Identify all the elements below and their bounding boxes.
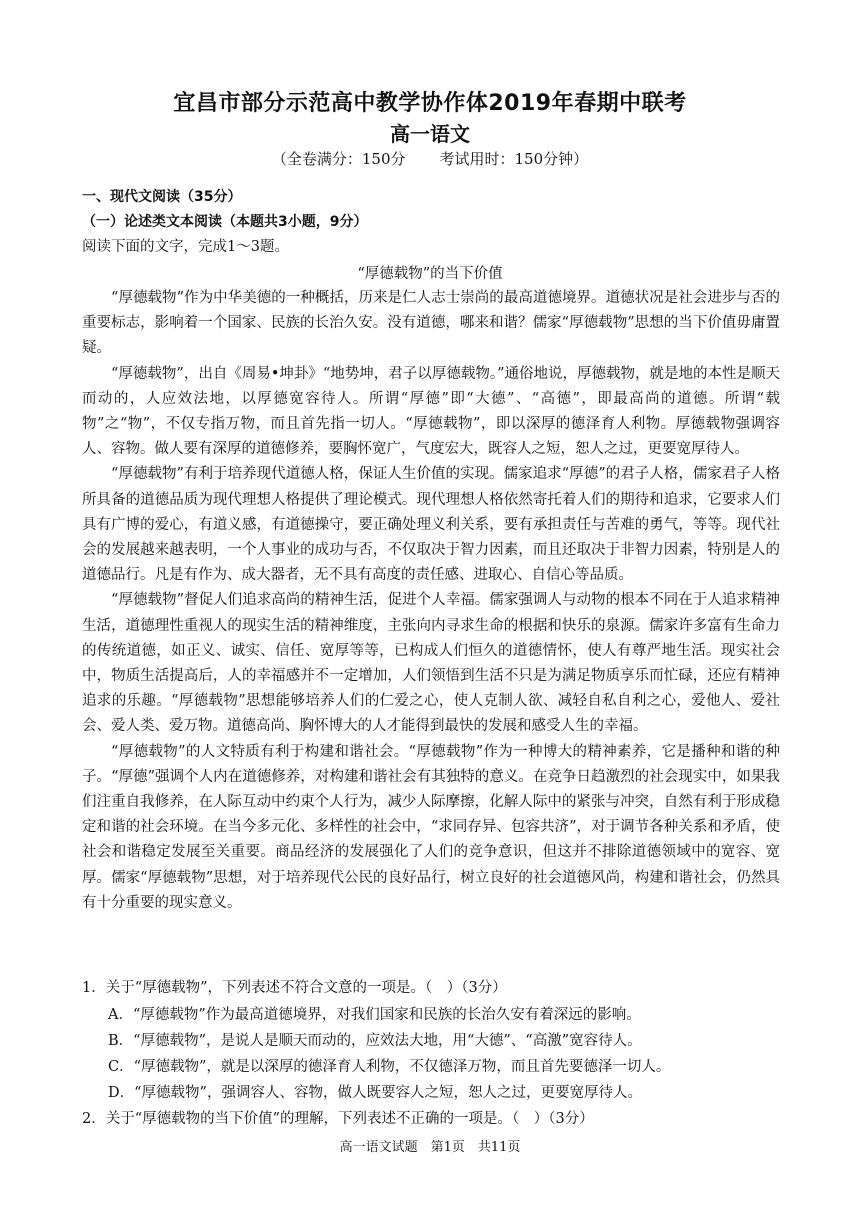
question-2-stem: 2．关于“厚德载物的当下价值”的理解，下列表述不正确的一项是。（ ）（3分） <box>82 1111 594 1127</box>
article-title: “厚德载物”的当下价值 <box>357 266 503 282</box>
question-1-option-c: C．“厚德载物”，就是以深厚的德泽育人利物，不仅德泽万物，而且首先要德泽一切人。 <box>108 1059 671 1075</box>
question-1-option-b: B．“厚德载物”，是说人是顺天而动的，应效法大地，用“大德”、“高激”宽容待人。 <box>108 1033 642 1049</box>
question-1-option-d: D．“厚德载物”，强调容人、容物，做人既要容人之短，恕人之过，更要宽厚待人。 <box>108 1085 642 1101</box>
page-footer: 高一语文试题 第1页 共11页 <box>339 1140 521 1155</box>
article-paragraph: “厚德载物”的人文特质有利于构建和谐社会。“厚德载物”作为一种博大的精神素养，它是播种和谐的种子。“厚德”强调个人内在道德修养，对构建和谐社会有其独特的意义。在竞争日趋激烈的社会现实中，如果我们注重自我修养，在人际互动中约束个人行为，减少人际摩擦，化解人际中的紧张与冲突，自然有利于形成稳定和谐的社会环境。在当今多元化、多样性的社会中，“求同存异、包容共济”，对于调节各种关系和矛盾，使社会和谐稳定发展至关重要。商品经济的发展强化了人们的竞争意识，但这并不排除道德领域中的宽容、宽厚。儒家“厚德载物”思想，对于培养现代公民的良好品行，树立良好的社会道德风尚，构建和谐社会，仍然具有十分重要的现实意义。 <box>82 743 780 911</box>
question-1-stem: 1．关于“厚德载物”，下列表述不符合文意的一项是。（ ）（3分） <box>82 980 507 996</box>
exam-title: 宜昌市部分示范高中教学协作体2019年春期中联考 <box>173 91 687 116</box>
subject-title: 高一语文 <box>390 122 470 146</box>
article-paragraph: “厚德载物”有利于培养现代道德人格，保证人生价值的实现。儒家追求“厚德”的君子人格，儒家君子人格所具备的道德品质为现代理想人格提供了理论模式。现代理想人格依然寄托着人们的期待和追求，它要求人们具有广博的爱心，有道义感，有道德操守，要正确处理义利关系，要有承担责任与苦难的勇气，等等。现代社会的发展越来越表明，一个人事业的成功与否，不仅取决于智力因素，而且还取决于非智力因素，特别是人的道德品行。凡是有作为、成大器者，无不具有高度的责任感、进取心、自信心等品质。 <box>82 466 780 584</box>
question-1-option-a: A．“厚德载物”作为最高道德境界，对我们国家和民族的长治久安有着深远的影响。 <box>108 1007 641 1023</box>
article-body <box>82 286 780 916</box>
subsection-heading: （一）论述类文本阅读（本题共3小题，9分） <box>82 214 368 230</box>
article-paragraph: “厚德载物”督促人们追求高尚的精神生活，促进个人幸福。儒家强调人与动物的根本不同在于人追求精神生活，道德理性重视人的现实生活的精神维度，主张向内寻求生命的根据和快乐的泉源。儒家许多富有生命力的传统道德，如正义、诚实、信任、宽厚等等，已构成人们恒久的道德情怀，使人有尊严地生活。现实社会中，物质生活提高后，人的幸福感并不一定增加，人们领悟到生活不只是为满足物质享乐而忙碌，还应有精神追求的乐趣。“厚德载物”思想能够培养人们的仁爱之心，使人克制人欲、减轻自私自利之心，爱他人、爱社会、爱人类、爱万物。道德高尚、胸怀博大的人才能得到最快的发展和感受人生的幸福。 <box>82 592 780 735</box>
section-heading: 一、现代文阅读（35分） <box>82 189 242 205</box>
score-note: （全卷满分：150分 <box>271 150 406 168</box>
time-note: 考试用时：150分钟） <box>439 150 589 168</box>
article-paragraph: “厚德载物”作为中华美德的一种概括，历来是仁人志士崇尚的最高道德境界。道德状况是社会进步与否的重要标志，影响着一个国家、民族的长治久安。没有道德，哪来和谐？儒家“厚德载物”思想的当下价值毋庸置疑。 <box>82 290 780 357</box>
exam-meta <box>0 148 860 169</box>
article-paragraph: “厚德载物”，出自《周易•坤卦》“地势坤，君子以厚德载物。”通俗地说，厚德载物，就是地的本性是顺天而动的，人应效法地，以厚德宽容待人。所谓“厚德”即“大德”、“高德”，即最高尚的道德。所谓“载物”之“物”，不仅专指万物，而且首先指一切人。“厚德载物”，即以深厚的德泽育人利物。厚德载物强调容人、容物。做人要有深厚的道德修养，要胸怀宽广，气度宏大，既容人之短，恕人之过，更要宽厚待人。 <box>82 365 780 458</box>
reading-instruction: 阅读下面的文字，完成1～3题。 <box>82 239 289 255</box>
